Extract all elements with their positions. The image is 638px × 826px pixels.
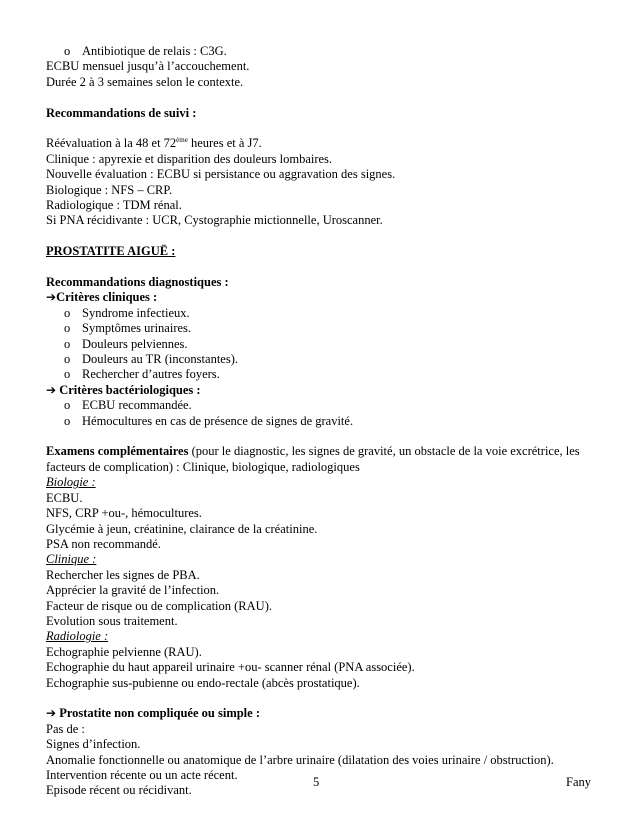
- criteres-cliniques-heading: [46, 290, 606, 305]
- list-item-text: Symptômes urinaires.: [82, 321, 192, 336]
- page-content: [46, 44, 606, 799]
- bullet-mark: o: [64, 367, 71, 382]
- paragraph-line: Glycémie à jeun, créatinine, clairance de la créatinine.: [46, 521, 318, 536]
- list-item: [46, 44, 606, 59]
- list-item-text: Syndrome infectieux.: [82, 305, 190, 320]
- list-item-text: Hémocultures en cas de présence de signes de gravité.: [82, 413, 354, 428]
- heading-text: Critères cliniques :: [56, 290, 158, 305]
- superscript: ème: [176, 136, 188, 145]
- non-compliquee-heading: [46, 706, 606, 721]
- list-item: [46, 367, 606, 382]
- list-item-text: Rechercher d’autres foyers.: [82, 367, 220, 382]
- examens-text: (pour le diagnostic, les signes de gravité, un obstacle de la voie excrétrice, les facteurs de complication) : Clinique, biologique, radiologiques: [46, 444, 580, 474]
- page-number: 5: [313, 775, 320, 789]
- paragraph-line: Echographie sus-pubienne ou endo-rectale (abcès prostatique).: [46, 675, 360, 690]
- section-heading: PROSTATITE AIGUË :: [46, 244, 176, 259]
- paragraph-line: Apprécier la gravité de l’infection.: [46, 583, 220, 598]
- bullet-mark: o: [64, 352, 71, 367]
- cliniques-list: [46, 306, 606, 383]
- paragraph-line: Durée 2 à 3 semaines selon le contexte.: [46, 74, 244, 89]
- criteres-bacterio-heading: [46, 383, 606, 398]
- paragraph-line: Radiologique : TDM rénal.: [46, 198, 182, 213]
- diag-title: Recommandations diagnostiques :: [46, 275, 229, 290]
- footer-author: Fany: [566, 775, 591, 789]
- examens-paragraph: [46, 444, 606, 475]
- bullet-mark: o: [64, 336, 71, 351]
- list-item: [46, 414, 606, 429]
- paragraph-line: Anomalie fonctionnelle ou anatomique de l’arbre urinaire (dilatation des voies urinaire / obstruction).: [46, 752, 554, 767]
- heading-text: Critères bactériologiques :: [59, 382, 201, 397]
- paragraph-line: Intervention récente ou un acte récent.: [46, 768, 238, 782]
- paragraph-line: Rechercher les signes de PBA.: [46, 567, 200, 582]
- paragraph-line: NFS, CRP +ou-, hémocultures.: [46, 506, 202, 521]
- bullet-mark: o: [64, 321, 71, 336]
- biologie-label: Biologie :: [46, 475, 96, 490]
- examens-title: Examens complémentaires: [46, 444, 189, 459]
- list-item-text: Douleurs au TR (inconstantes).: [82, 352, 238, 367]
- list-item: [46, 337, 606, 352]
- page-footer: [0, 775, 638, 791]
- paragraph-line: Facteur de risque ou de complication (RAU).: [46, 598, 272, 613]
- list-item: [46, 398, 606, 413]
- bullet-mark: o: [64, 44, 71, 58]
- paragraph-line: PSA non recommandé.: [46, 536, 161, 551]
- bullet-mark: o: [64, 305, 71, 320]
- bullet-mark: o: [64, 398, 71, 413]
- paragraph-line: Clinique : apyrexie et disparition des douleurs lombaires.: [46, 151, 333, 166]
- radiologie-label: Radiologie :: [46, 629, 109, 644]
- paragraph-line: Episode récent ou récidivant.: [46, 783, 192, 798]
- paragraph-line: [46, 136, 606, 151]
- paragraph-line: Nouvelle évaluation : ECBU si persistance ou aggravation des signes.: [46, 167, 396, 182]
- suivi-title: Recommandations de suivi :: [46, 105, 197, 120]
- reeval-text: Réévaluation à la 48 et 72: [46, 136, 177, 151]
- clinique-label: Clinique :: [46, 552, 97, 567]
- list-item: [46, 352, 606, 367]
- paragraph-line: Echographie du haut appareil urinaire +ou- scanner rénal (PNA associée).: [46, 660, 415, 675]
- paragraph-line: Pas de :: [46, 721, 85, 736]
- bullet-mark: o: [64, 413, 71, 428]
- list-item: [46, 306, 606, 321]
- paragraph-line: Biologique : NFS – CRP.: [46, 182, 173, 197]
- reeval-text-end: heures et à J7.: [187, 136, 262, 151]
- paragraph-line: Echographie pelvienne (RAU).: [46, 644, 202, 659]
- list-item-text: ECBU recommandée.: [82, 398, 192, 413]
- list-item-text: Antibiotique de relais : C3G.: [82, 44, 227, 58]
- list-item-text: Douleurs pelviennes.: [82, 336, 188, 351]
- paragraph-line: Evolution sous traitement.: [46, 613, 178, 628]
- arrow-right-icon: ➔: [46, 290, 57, 305]
- arrow-right-icon: ➔: [46, 706, 57, 721]
- bacterio-list: [46, 398, 606, 429]
- paragraph-line: ECBU.: [46, 490, 83, 505]
- paragraph-line: Signes d’infection.: [46, 737, 141, 752]
- paragraph-line: ECBU mensuel jusqu’à l’accouchement.: [46, 59, 250, 74]
- heading-text: Prostatite non compliquée ou simple :: [59, 706, 260, 721]
- arrow-right-icon: ➔: [46, 382, 57, 397]
- paragraph-line: Si PNA récidivante : UCR, Cystographie mictionnelle, Uroscanner.: [46, 213, 383, 228]
- list-item: [46, 321, 606, 336]
